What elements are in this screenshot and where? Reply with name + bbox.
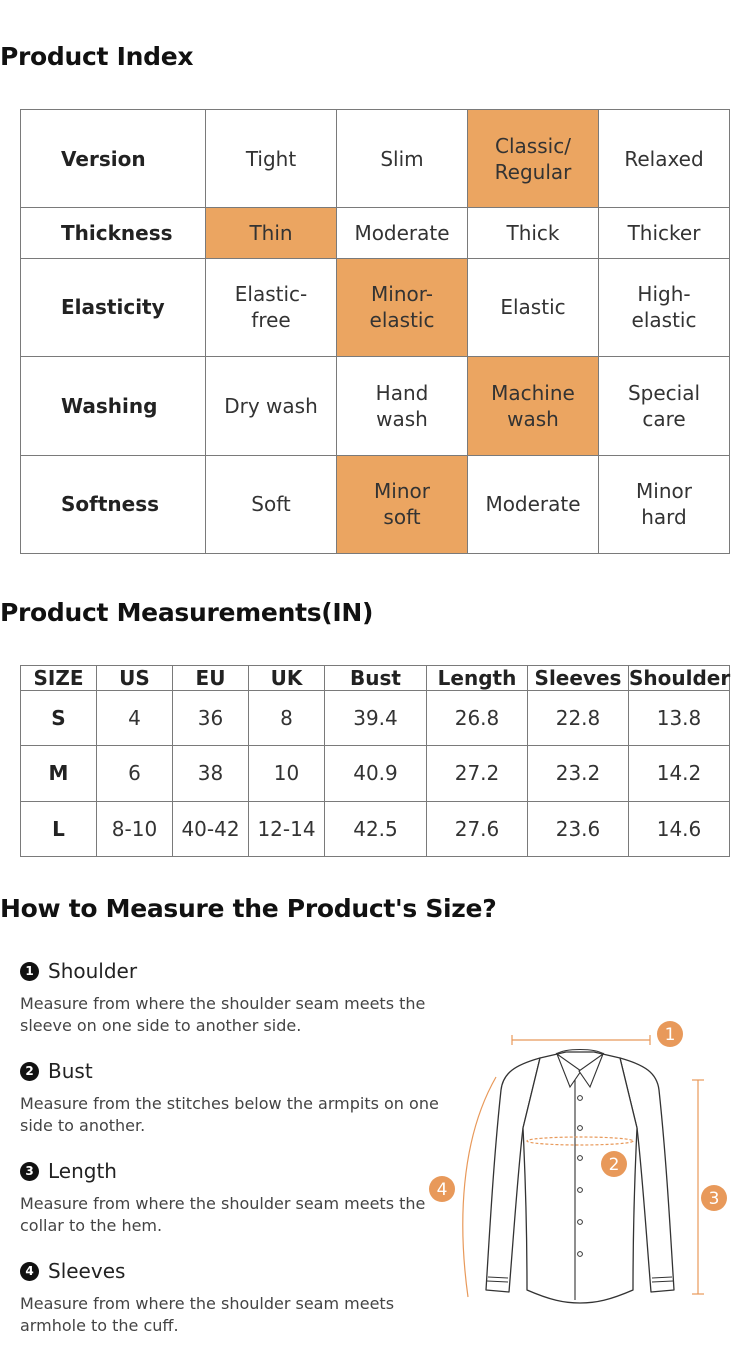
index-row-softness	[21, 455, 730, 553]
index-option-selected: Minor- elastic	[337, 258, 468, 356]
measurements-header-cell: Sleeves	[528, 666, 629, 691]
number-badge-icon: 4	[20, 1262, 39, 1281]
index-option-selected: Thin	[206, 208, 337, 258]
size-label-cell: M	[21, 746, 97, 801]
index-option: Minor hard	[599, 455, 730, 553]
measurements-header-cell: SIZE	[21, 666, 97, 691]
index-option: Moderate	[468, 455, 599, 553]
index-row-elasticity	[21, 258, 730, 356]
number-badge-icon: 3	[20, 1162, 39, 1181]
measurement-cell: 6	[97, 746, 173, 801]
shirt-outline	[486, 1052, 674, 1303]
index-option-selected: Classic/ Regular	[468, 110, 599, 208]
diagram-marker-label: 1	[664, 1025, 676, 1045]
table-row	[21, 801, 730, 856]
measurement-cell: 26.8	[427, 691, 528, 746]
diagram-marker-label: 4	[436, 1180, 448, 1200]
measurement-cell: 14.2	[629, 746, 730, 801]
measure-item-title: Shoulder	[48, 959, 138, 983]
table-row	[21, 691, 730, 746]
measurement-cell: 39.4	[325, 691, 427, 746]
shirt-body	[523, 1052, 637, 1303]
product-measurements-title: Product Measurements(IN)	[0, 598, 374, 627]
measurement-cell: 8-10	[97, 801, 173, 856]
measurement-cell: 8	[249, 691, 325, 746]
index-option: Relaxed	[599, 110, 730, 208]
measurement-cell: 10	[249, 746, 325, 801]
index-row-label: Washing	[21, 357, 206, 455]
measurement-cell: 14.6	[629, 801, 730, 856]
index-option: Tight	[206, 110, 337, 208]
measure-item-heading	[20, 1258, 440, 1284]
measurement-cell: 12-14	[249, 801, 325, 856]
diagram-marker-1	[657, 1021, 683, 1047]
measurements-header-cell: US	[97, 666, 173, 691]
measurements-header-cell: Length	[427, 666, 528, 691]
index-option: Special care	[599, 357, 730, 455]
measurement-cell: 22.8	[528, 691, 629, 746]
size-label-cell: S	[21, 691, 97, 746]
measurement-cell: 38	[173, 746, 249, 801]
size-label-cell: L	[21, 801, 97, 856]
measurement-cell: 27.6	[427, 801, 528, 856]
index-option-selected: Machine wash	[468, 357, 599, 455]
product-index-table	[20, 109, 730, 554]
diagram-marker-label: 3	[708, 1189, 720, 1209]
measure-item-bust	[20, 1058, 440, 1137]
measure-item-sleeves	[20, 1258, 440, 1337]
index-option: Soft	[206, 455, 337, 553]
index-option: Elastic- free	[206, 258, 337, 356]
measure-item-title: Length	[48, 1159, 117, 1183]
measurements-header-cell: Bust	[325, 666, 427, 691]
measurement-cell: 42.5	[325, 801, 427, 856]
measure-item-description: Measure from where the shoulder seam meets armhole to the cuff.	[20, 1294, 395, 1335]
measurement-cell: 40.9	[325, 746, 427, 801]
measurements-header-cell: UK	[249, 666, 325, 691]
index-row-label: Elasticity	[21, 258, 206, 356]
measurements-table	[20, 665, 730, 857]
measure-item-title: Bust	[48, 1059, 93, 1083]
diagram-marker-3	[701, 1185, 727, 1211]
diagram-marker-4	[429, 1176, 455, 1202]
index-option: High- elastic	[599, 258, 730, 356]
index-row-label: Thickness	[21, 208, 206, 258]
index-option: Moderate	[337, 208, 468, 258]
how-to-measure-title: How to Measure the Product's Size?	[0, 894, 497, 923]
measurement-cell: 23.6	[528, 801, 629, 856]
product-index-title: Product Index	[0, 42, 194, 71]
index-row-label: Softness	[21, 455, 206, 553]
index-option: Slim	[337, 110, 468, 208]
index-option: Elastic	[468, 258, 599, 356]
index-option: Dry wash	[206, 357, 337, 455]
diagram-marker-2	[601, 1151, 627, 1177]
measure-item-heading	[20, 1058, 440, 1084]
index-option: Thick	[468, 208, 599, 258]
table-row	[21, 746, 730, 801]
measure-item-heading	[20, 958, 440, 984]
index-row-label: Version	[21, 110, 206, 208]
measurement-cell: 40-42	[173, 801, 249, 856]
measure-item-title: Sleeves	[48, 1259, 126, 1283]
measure-item-length	[20, 1158, 440, 1237]
measurements-header-row	[21, 666, 730, 691]
index-option: Hand wash	[337, 357, 468, 455]
measurements-header-cell: EU	[173, 666, 249, 691]
measure-item-description: Measure from where the shoulder seam meets the collar to the hem.	[20, 1194, 426, 1235]
diagram-marker-label: 2	[608, 1155, 620, 1175]
index-option-selected: Minor soft	[337, 455, 468, 553]
measurement-cell: 27.2	[427, 746, 528, 801]
index-row-version	[21, 110, 730, 208]
measurement-cell: 23.2	[528, 746, 629, 801]
index-option: Thicker	[599, 208, 730, 258]
index-row-thickness	[21, 208, 730, 258]
number-badge-icon: 1	[20, 962, 39, 981]
shirt-diagram	[420, 1010, 750, 1320]
measure-item-description: Measure from the stitches below the armpits on one side to another.	[20, 1094, 439, 1135]
measure-item-shoulder	[20, 958, 440, 1037]
measurement-cell: 36	[173, 691, 249, 746]
measurement-cell: 13.8	[629, 691, 730, 746]
measure-item-description: Measure from where the shoulder seam meets the sleeve on one side to another side.	[20, 994, 426, 1035]
number-badge-icon: 2	[20, 1062, 39, 1081]
index-row-washing	[21, 357, 730, 455]
measure-item-heading	[20, 1158, 440, 1184]
measurement-cell: 4	[97, 691, 173, 746]
measurements-header-cell: Shoulder	[629, 666, 731, 690]
